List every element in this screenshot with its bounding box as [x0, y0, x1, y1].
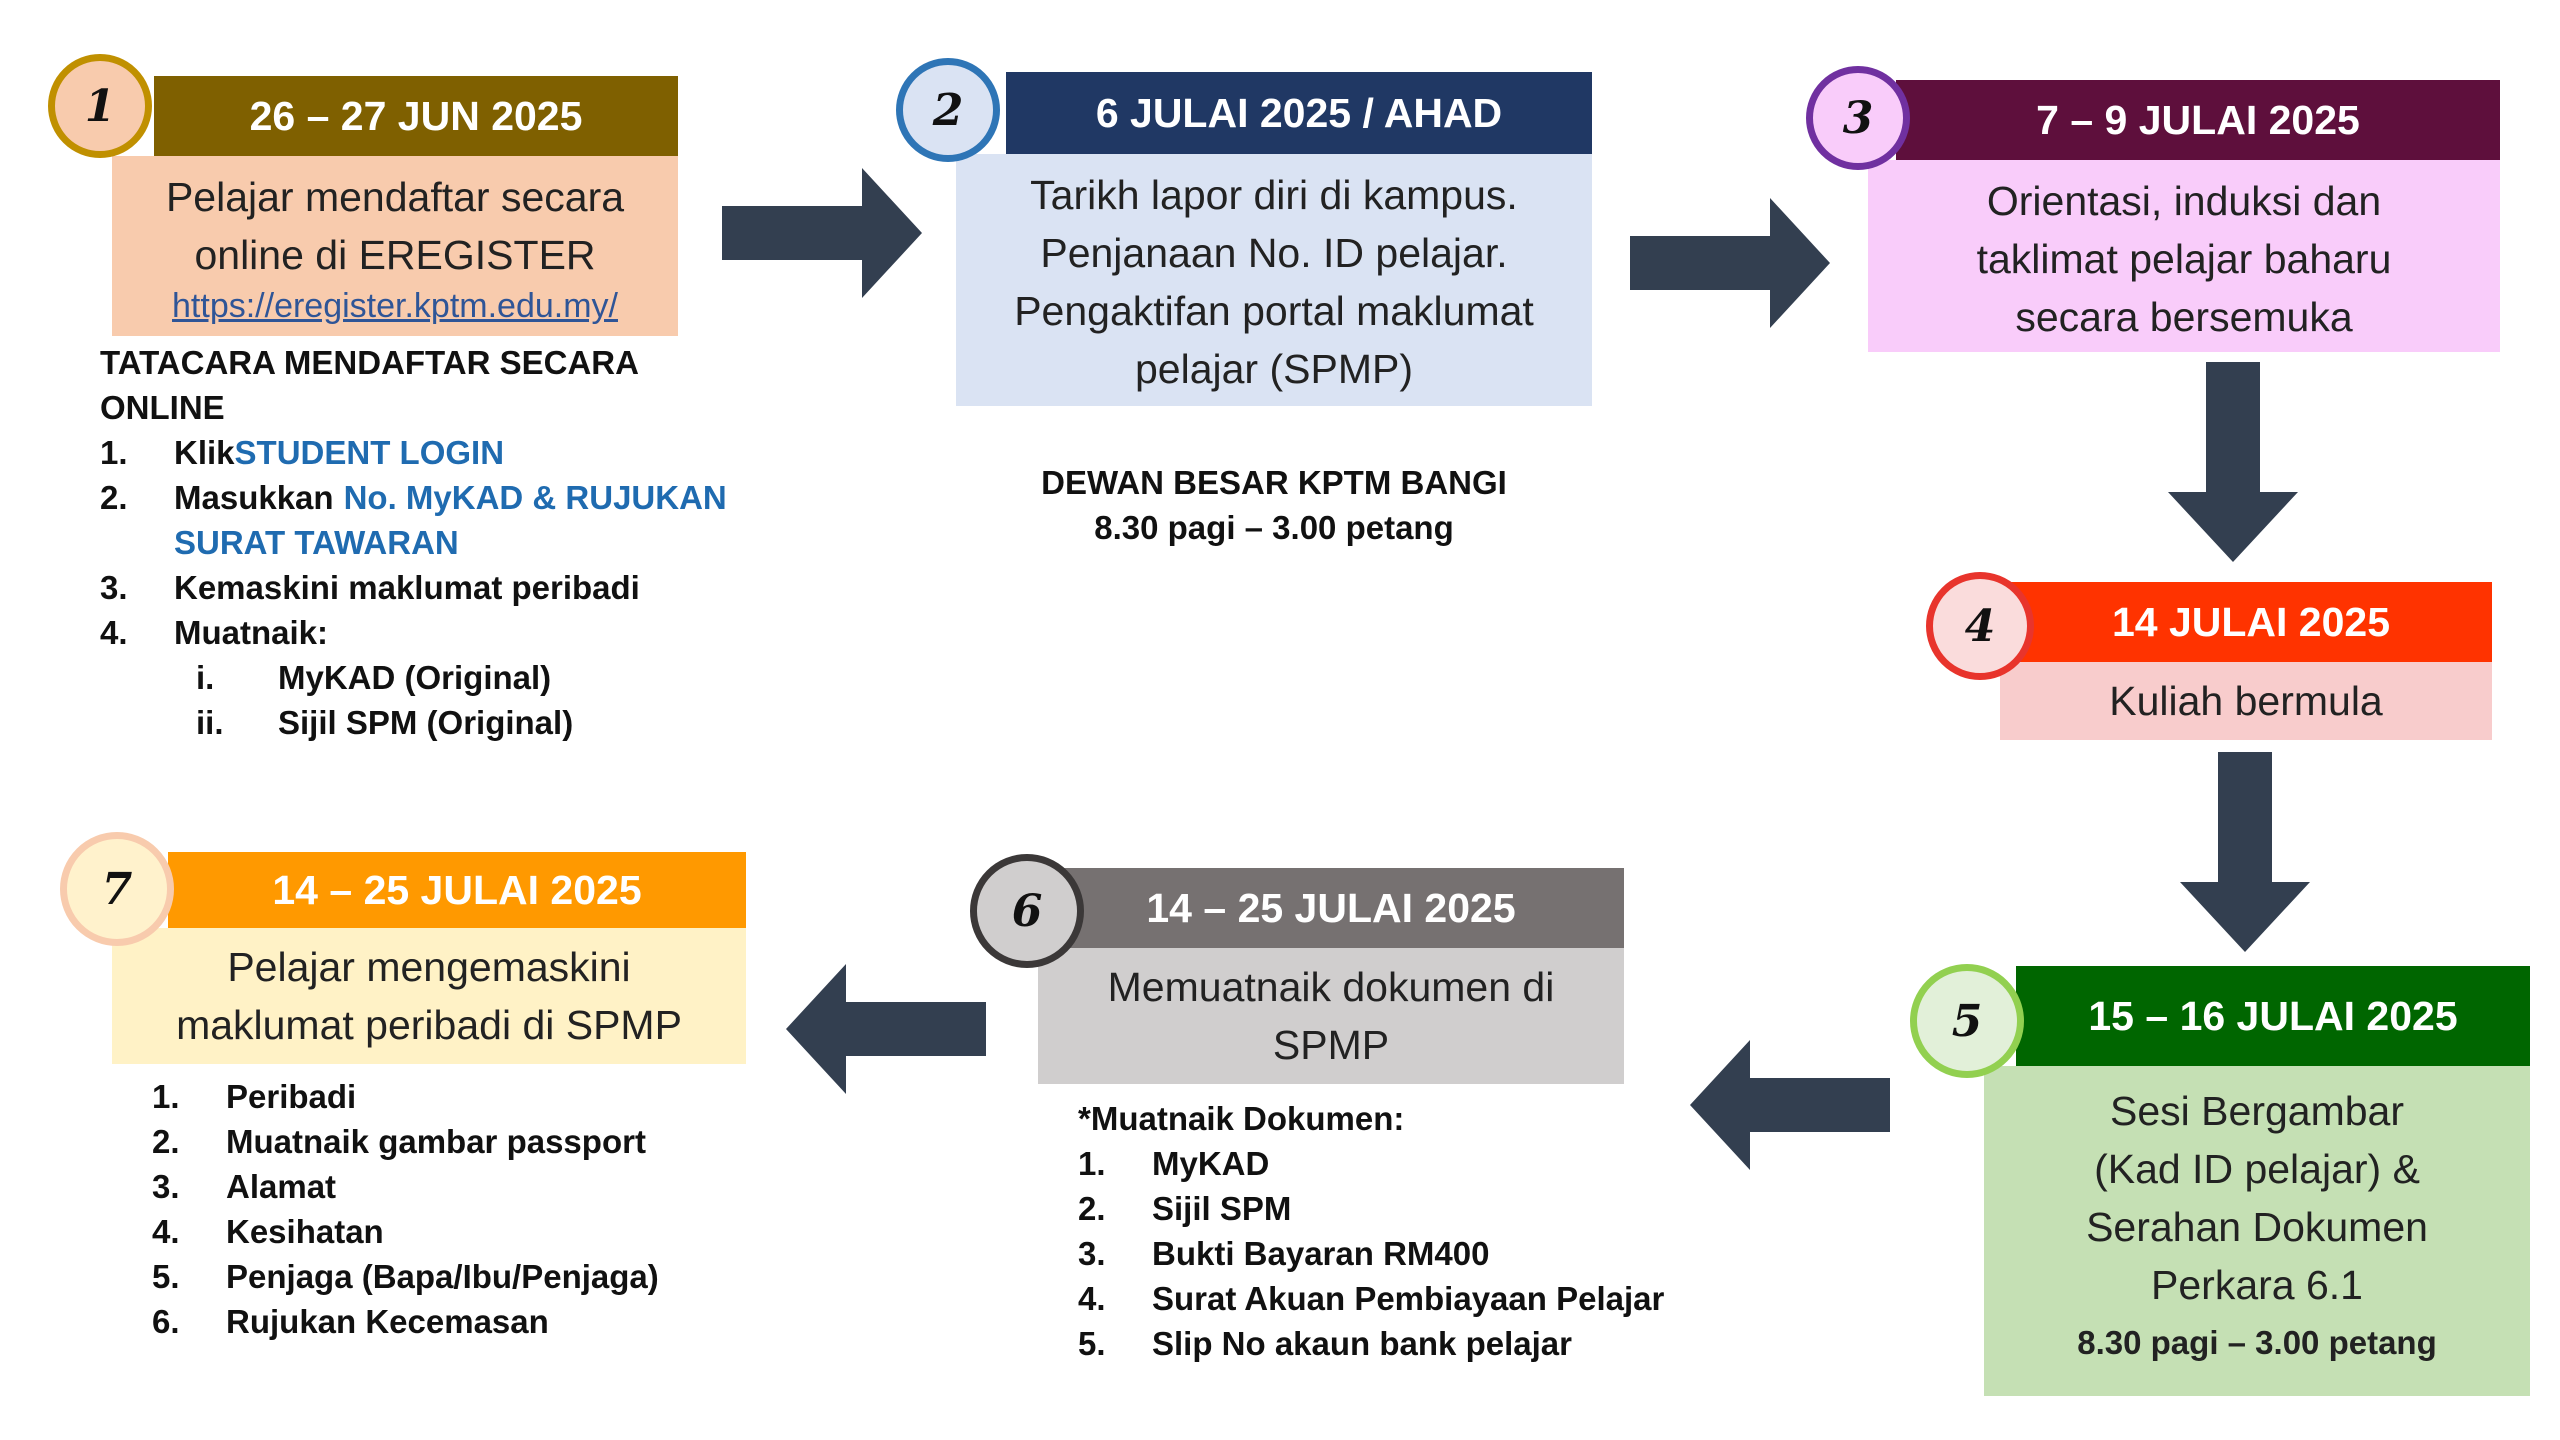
step-7-body	[112, 928, 746, 1064]
step-5-time: 8.30 pagi – 3.00 petang	[2077, 1324, 2437, 1361]
step-4-date: 14 JULAI 2025	[2111, 598, 2391, 645]
step-2-line: Penjanaan No. ID pelajar.	[1040, 230, 1508, 276]
step-2-number: 2	[932, 84, 964, 136]
arrow-down-icon	[2168, 362, 2298, 562]
eregister-link[interactable]: https://eregister.kptm.edu.my/	[172, 287, 618, 325]
step-7-date-header	[168, 852, 746, 928]
step-7-date: 14 – 25 JULAI 2025	[272, 866, 642, 913]
step-5-date-header	[2016, 966, 2530, 1066]
instruction-item: 2. Masukkan No. MyKAD & RUJUKAN	[100, 479, 727, 516]
instruction-item: 3. Kemaskini maklumat peribadi	[100, 569, 640, 606]
step-6-line: SPMP	[1272, 1022, 1390, 1068]
step-7-number-badge	[60, 832, 174, 946]
step-7-number: 7	[101, 863, 133, 915]
document-item: 4. Surat Akuan Pembiayaan Pelajar	[1078, 1280, 1665, 1317]
instruction-sub-item: ii. Sijil SPM (Original)	[196, 704, 574, 741]
step-7-items	[152, 1074, 812, 1344]
instruction-item: SURAT TAWARAN	[174, 524, 459, 561]
step-2-date: 6 JULAI 2025 / AHAD	[1095, 89, 1503, 136]
step-1-body	[112, 156, 678, 336]
step-7-line: maklumat peribadi di SPMP	[176, 1002, 682, 1048]
step-3-date-header	[1896, 80, 2500, 160]
instructions-list	[100, 430, 760, 745]
spmp-item: 5. Penjaga (Bapa/Ibu/Penjaga)	[152, 1258, 659, 1295]
spmp-item: 6. Rujukan Kecemasan	[152, 1303, 549, 1340]
step-6-documents	[1078, 1096, 1698, 1366]
step-6-number: 6	[1011, 885, 1043, 937]
step-6-date-header	[1038, 868, 1624, 948]
spmp-item: 4. Kesihatan	[152, 1213, 384, 1250]
step-1-date-header	[154, 76, 678, 156]
step-5-line: (Kad ID pelajar) &	[2094, 1146, 2420, 1192]
arrow-right-icon	[1630, 198, 1830, 328]
step-3-line: Orientasi, induksi dan	[1986, 178, 2382, 224]
spmp-item: 1. Peribadi	[152, 1078, 357, 1115]
step-3-date: 7 – 9 JULAI 2025	[2036, 96, 2360, 143]
step-3-body	[1868, 160, 2500, 352]
instruction-item: 4. Muatnaik:	[100, 614, 329, 651]
step-2-number-badge	[896, 58, 1000, 162]
step-2-body	[956, 154, 1592, 406]
step-1-date: 26 – 27 JUN 2025	[249, 92, 583, 139]
step-2-venue: DEWAN BESAR KPTM BANGI	[1041, 464, 1507, 501]
documents-list	[1078, 1141, 1698, 1366]
step-7-line: Pelajar mengemaskini	[227, 944, 631, 990]
step-1-number-badge	[48, 54, 152, 158]
step-6-number-badge	[970, 854, 1084, 968]
step-2-date-header	[1006, 72, 1592, 154]
step-2-time: 8.30 pagi – 3.00 petang	[1094, 509, 1454, 546]
step-5-line: Perkara 6.1	[2151, 1262, 2363, 1308]
step-1-line: online di EREGISTER	[194, 232, 596, 278]
step-6-line: Memuatnaik dokumen di	[1107, 964, 1555, 1010]
step-1-line: Pelajar mendaftar secara	[165, 174, 625, 220]
step-4-line: Kuliah bermula	[2109, 678, 2383, 724]
document-item: 2. Sijil SPM	[1078, 1190, 1292, 1227]
arrow-down-icon	[2180, 752, 2310, 952]
step-5-line: Sesi Bergambar	[2110, 1088, 2404, 1134]
step-3-number-badge	[1806, 66, 1910, 170]
registration-instructions	[100, 340, 760, 745]
step-4-number: 4	[1964, 600, 1996, 652]
documents-title: *Muatnaik Dokumen:	[1078, 1100, 1405, 1137]
step-5-body	[1984, 1066, 2530, 1396]
step-5-date: 15 – 16 JULAI 2025	[2088, 992, 2458, 1039]
step-6-date: 14 – 25 JULAI 2025	[1146, 884, 1516, 931]
step-3-number: 3	[1842, 92, 1874, 144]
arrow-left-icon	[786, 964, 986, 1094]
arrow-left-icon	[1690, 1040, 1890, 1170]
step-2-venue-info	[956, 460, 1592, 550]
step-5-line: Serahan Dokumen	[2086, 1204, 2428, 1250]
instruction-sub-item: i. MyKAD (Original)	[196, 659, 552, 696]
instructions-title: TATACARA MENDAFTAR SECARA ONLINE	[100, 344, 638, 426]
document-item: 3. Bukti Bayaran RM400	[1078, 1235, 1490, 1272]
step-1-number: 1	[84, 80, 116, 132]
step-5-number: 5	[1951, 995, 1983, 1047]
spmp-item: 2. Muatnaik gambar passport	[152, 1123, 646, 1160]
step-4-number-badge	[1926, 572, 2034, 680]
step-6-body	[1038, 948, 1624, 1084]
document-item: 1. MyKAD	[1078, 1145, 1270, 1182]
spmp-items-list	[152, 1074, 812, 1344]
spmp-item: 3. Alamat	[152, 1168, 337, 1205]
step-3-line: secara bersemuka	[2015, 294, 2353, 340]
step-2-line: Tarikh lapor diri di kampus.	[1030, 172, 1518, 218]
document-item: 5. Slip No akaun bank pelajar	[1078, 1325, 1572, 1362]
step-2-line: pelajar (SPMP)	[1135, 346, 1413, 392]
step-2-line: Pengaktifan portal maklumat	[1014, 288, 1534, 334]
step-5-number-badge	[1910, 964, 2024, 1078]
step-4-body	[2000, 662, 2492, 740]
step-3-line: taklimat pelajar baharu	[1976, 236, 2392, 282]
arrow-right-icon	[722, 168, 922, 298]
instruction-item: 1. Klik STUDENT LOGIN	[100, 434, 505, 471]
step-4-date-header	[2010, 582, 2492, 662]
